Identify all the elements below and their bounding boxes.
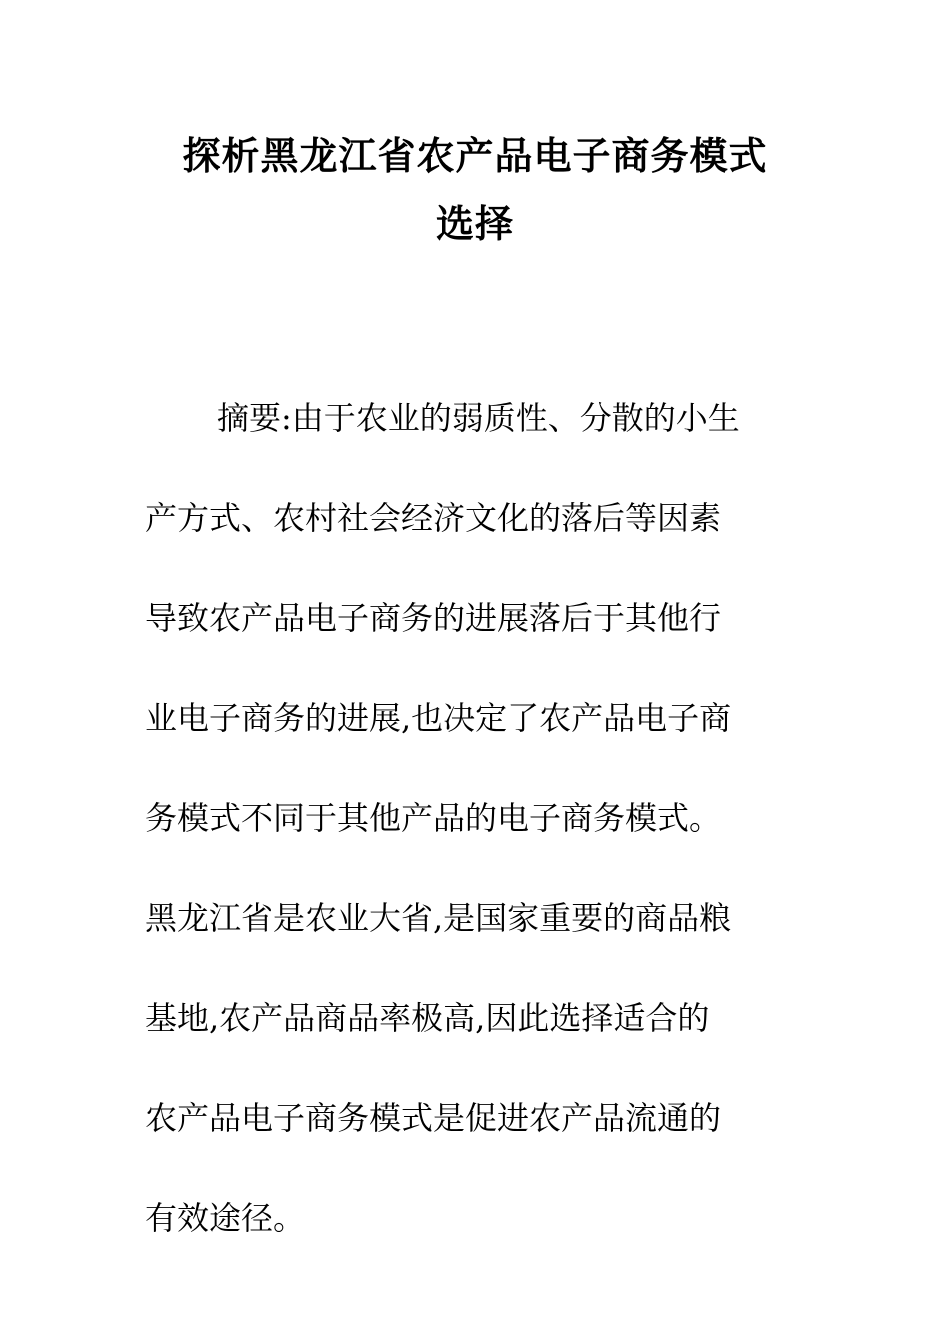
- title-line-1: 探析黑龙江省农产品电子商务模式: [182, 133, 768, 178]
- abstract-line-3: 导致农产品电子商务的进展落后于其他行: [145, 599, 722, 637]
- abstract-line-2: 产方式、农村社会经济文化的落后等因素: [145, 499, 722, 537]
- abstract-line-5: 务模式不同于其他产品的电子商务模式。: [145, 799, 722, 837]
- abstract-line-4: 业电子商务的进展,也决定了农产品电子商: [145, 699, 732, 737]
- abstract-paragraph: [145, 368, 805, 1268]
- abstract-line-7: 基地,农产品商品率极高,因此选择适合的: [145, 999, 710, 1037]
- abstract-line-8: 农产品电子商务模式是促进农产品流通的: [145, 1099, 722, 1137]
- document-title: [0, 122, 950, 258]
- abstract-line-1: 摘要:由于农业的弱质性、分散的小生: [217, 399, 740, 437]
- abstract-line-9: 有效途径。: [145, 1199, 306, 1237]
- abstract-line-6: 黑龙江省是农业大省,是国家重要的商品粮: [145, 899, 732, 937]
- title-line-2: 选择: [435, 201, 514, 246]
